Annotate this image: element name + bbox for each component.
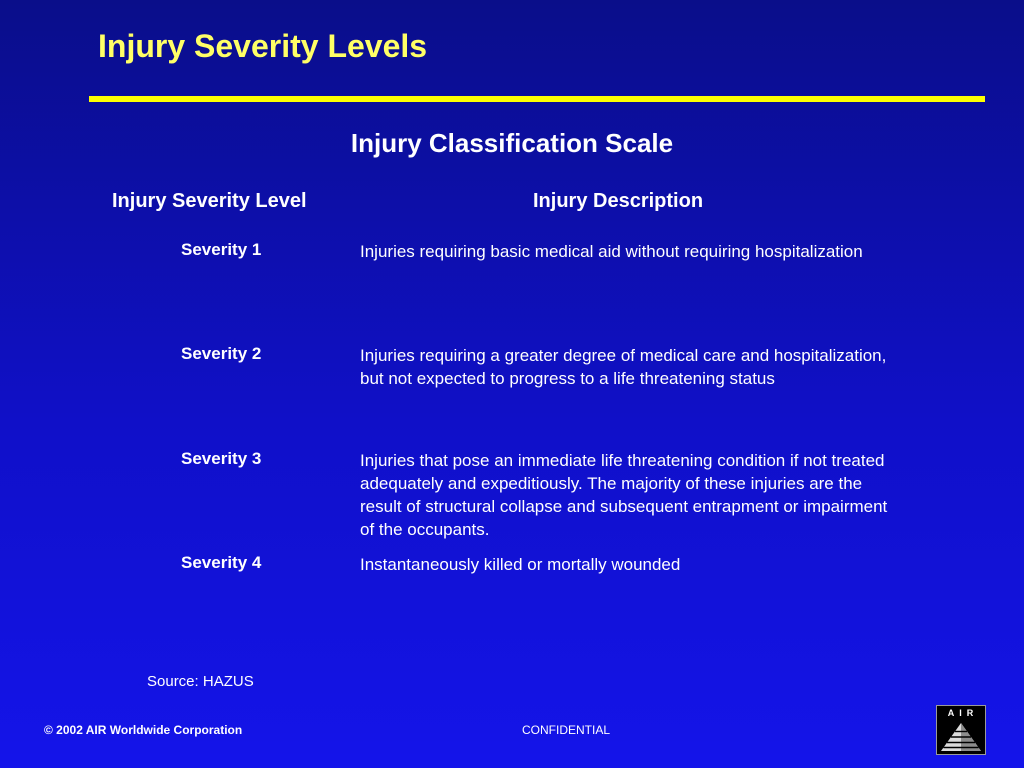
footer-copyright: © 2002 AIR Worldwide Corporation [44, 723, 243, 737]
air-logo [936, 705, 986, 755]
source-note: Source: HAZUS [147, 673, 254, 690]
pyramid-icon [939, 722, 983, 752]
severity-level-2: Severity 2 [181, 344, 262, 363]
severity-description-3: Injuries that pose an immediate life threatening condition if not treated adequately and expeditiously. The majority of these injuries are the result of structural collapse and subsequent entrapment or impairment of the occupants. [360, 451, 888, 539]
slide-title: Injury Severity Levels [98, 28, 428, 64]
column-header-severity-level: Injury Severity Level [112, 190, 307, 212]
logo-text: AIR [947, 708, 979, 718]
title-divider [89, 96, 985, 102]
severity-description-1: Injuries requiring basic medical aid without requiring hospitalization [360, 242, 863, 261]
severity-level-4: Severity 4 [181, 553, 262, 572]
footer-confidential: CONFIDENTIAL [522, 723, 611, 737]
severity-level-3: Severity 3 [181, 449, 262, 468]
severity-description-4: Instantaneously killed or mortally wounded [360, 555, 681, 574]
column-header-description: Injury Description [533, 190, 704, 212]
severity-level-1: Severity 1 [181, 240, 262, 259]
table-caption: Injury Classification Scale [350, 128, 674, 158]
severity-description-2: Injuries requiring a greater degree of medical care and hospitalization, but not expected to progress to a life threatening status [360, 346, 887, 388]
